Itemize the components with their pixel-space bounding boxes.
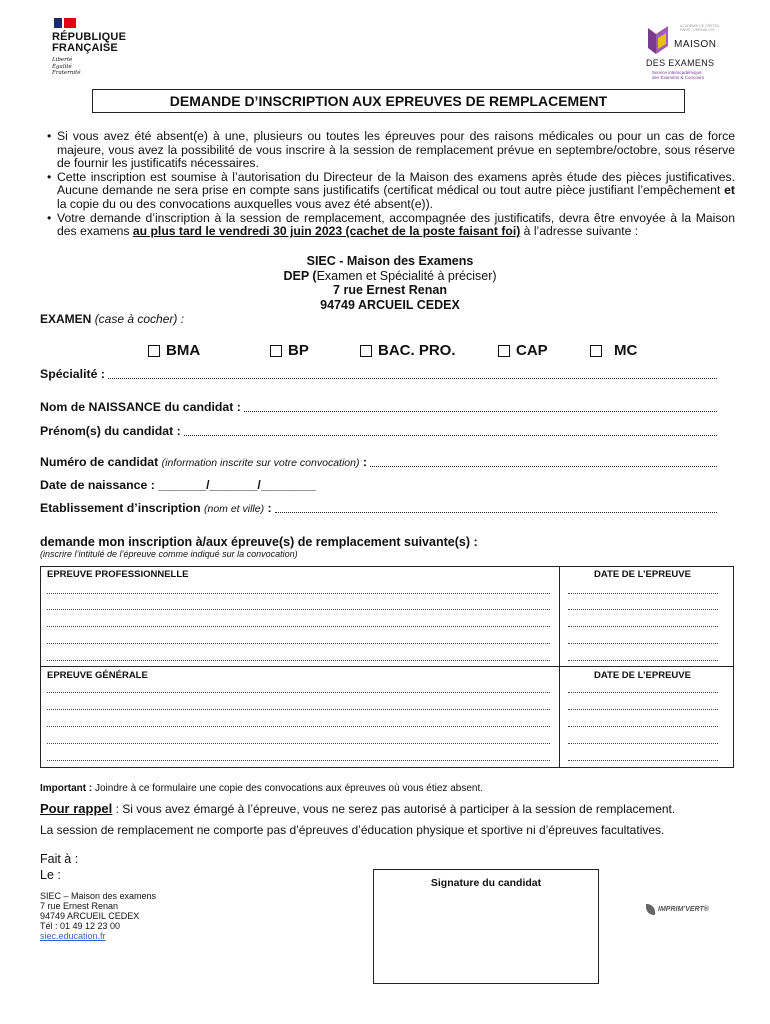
rf-motto: [52, 57, 142, 77]
mailing-address: [200, 254, 580, 312]
etablissement-field[interactable]: [40, 501, 717, 515]
nom-label: Nom de NAISSANCE du candidat :: [40, 400, 241, 414]
epreuve-pro-line[interactable]: [47, 643, 550, 644]
prenom-input-line[interactable]: [184, 425, 717, 436]
nom-field[interactable]: [40, 400, 717, 414]
me-title-line2: DES EXAMENS: [646, 58, 715, 68]
specialite-field[interactable]: [40, 367, 717, 381]
rf-name: [52, 32, 142, 54]
contact-line3: 94749 ARCUEIL CEDEX: [40, 911, 140, 921]
table-section-divider: [41, 666, 733, 667]
rf-name-line1: RÉPUBLIQUE: [52, 31, 127, 43]
nom-input-line[interactable]: [244, 401, 717, 412]
header-date-gen: DATE DE L’EPREUVE: [594, 670, 691, 681]
motto-egalite: Égalité: [52, 63, 72, 70]
address-line3: 7 rue Ernest Renan: [333, 283, 447, 297]
epreuve-pro-line[interactable]: [47, 660, 550, 661]
le-label: Le :: [40, 868, 61, 882]
epreuve-pro-line[interactable]: [47, 626, 550, 627]
epreuves-table: [40, 566, 734, 768]
prenom-label: Prénom(s) du candidat :: [40, 424, 181, 438]
checkbox-label: BAC. PRO.: [378, 342, 456, 359]
imprim-vert-text: IMPRIM’VERT®: [658, 906, 709, 913]
prenom-field[interactable]: [40, 424, 717, 438]
demande-heading: demande mon inscription à/aux épreuve(s) de remplacement suivante(s) :: [40, 535, 478, 549]
address-line1: SIEC - Maison des Examens: [306, 254, 474, 268]
rappel-label: Pour rappel: [40, 801, 113, 816]
date-naissance-label: Date de naissance : _______/_______/________: [40, 478, 316, 492]
examen-label: [40, 312, 184, 326]
session-note: La session de remplacement ne comporte pas d’épreuves d’éducation physique et sportive ni d’épreuves facultatives.: [40, 823, 665, 837]
header-date-pro: DATE DE L’EPREUVE: [594, 569, 691, 580]
epreuve-gen-line[interactable]: [47, 709, 550, 710]
deadline-text: au plus tard le vendredi 30 juin 2023 (cachet de la poste faisant foi): [132, 224, 521, 239]
motto-fraternite: Fraternité: [52, 70, 81, 76]
marianne-flag-icon: [54, 18, 142, 30]
numero-hint: (information inscrite sur votre convocation): [161, 457, 360, 469]
date-pro-line[interactable]: [568, 626, 718, 627]
fait-a-label: Fait à :: [40, 852, 79, 866]
date-naissance-field[interactable]: [40, 478, 717, 492]
checkbox-bma[interactable]: [148, 342, 200, 359]
rappel-text: : Si vous avez émargé à l’épreuve, vous ne serez pas autorisé à participer à la session de remplacement.: [112, 802, 676, 816]
checkbox-icon[interactable]: [590, 345, 602, 357]
etablissement-label-text: Etablissement d’inscription: [40, 501, 201, 515]
epreuve-gen-line[interactable]: [47, 760, 550, 761]
me-academie-text: ACADÉMIE DE CRÉTEIL PARIS - VERSAILLES: [680, 24, 720, 32]
address-line2: [200, 269, 580, 284]
important-text: Joindre à ce formulaire une copie des convocations aux épreuves où vous étiez absent.: [92, 783, 484, 794]
etablissement-label: [40, 501, 272, 515]
instruction-item: [45, 130, 735, 171]
epreuve-gen-line[interactable]: [47, 726, 550, 727]
me-title-line1: MAISON: [674, 39, 717, 50]
contact-website-link[interactable]: siec.education.fr: [40, 931, 106, 941]
important-label: Important :: [40, 783, 93, 794]
epreuve-pro-line[interactable]: [47, 593, 550, 594]
date-pro-line[interactable]: [568, 593, 718, 594]
checkbox-label: BMA: [166, 342, 201, 359]
date-gen-line[interactable]: [568, 743, 718, 744]
checkbox-cap[interactable]: [498, 342, 548, 359]
date-pro-line[interactable]: [568, 660, 718, 661]
numero-label: [40, 455, 367, 469]
numero-input-line[interactable]: [370, 456, 717, 467]
demande-subheading: (inscrire l’intitulé de l’épreuve comme indiqué sur la convocation): [40, 549, 298, 559]
form-title: DEMANDE D’INSCRIPTION AUX EPREUVES DE REMPLACEMENT: [92, 89, 685, 113]
date-gen-line[interactable]: [568, 760, 718, 761]
checkbox-label: MC: [614, 342, 638, 359]
date-gen-line[interactable]: [568, 726, 718, 727]
leaf-icon: [646, 904, 655, 915]
specialite-input-line[interactable]: [108, 368, 717, 379]
fait-le-block: [40, 851, 78, 883]
header-epreuve-professionnelle: EPREUVE PROFESSIONNELLE: [47, 569, 189, 580]
address-line2-bold: DEP (: [283, 268, 317, 283]
numero-label-text: Numéro de candidat: [40, 455, 159, 469]
epreuve-pro-line[interactable]: [47, 609, 550, 610]
date-pro-line[interactable]: [568, 609, 718, 610]
etablissement-colon: :: [267, 501, 272, 515]
numero-colon: :: [362, 455, 368, 469]
instruction-item: [45, 171, 735, 212]
contact-line2: 7 rue Ernest Renan: [40, 901, 119, 911]
checkbox-mc[interactable]: [590, 342, 637, 359]
numero-field[interactable]: [40, 455, 717, 469]
instruction-emphasis: et: [724, 183, 735, 198]
address-line2-rest: Examen et Spécialité à préciser): [316, 268, 497, 283]
etablissement-hint: (nom et ville): [204, 503, 265, 515]
checkbox-icon[interactable]: [148, 345, 160, 357]
checkbox-icon[interactable]: [270, 345, 282, 357]
signature-box[interactable]: [373, 869, 599, 984]
address-line4: 94749 ARCUEIL CEDEX: [320, 297, 460, 312]
instruction-text: à l’adresse suivante :: [520, 224, 639, 239]
specialite-label: Spécialité :: [40, 367, 105, 381]
motto-liberte: Liberté: [52, 57, 73, 63]
epreuve-gen-line[interactable]: [47, 692, 550, 693]
imprim-vert-logo: [646, 904, 709, 915]
instruction-text: la copie du ou des convocations auxquelles vous avez été absent(e)).: [57, 196, 434, 211]
date-pro-line[interactable]: [568, 643, 718, 644]
checkbox-bac-pro[interactable]: [360, 342, 456, 359]
instructions-list: [45, 130, 735, 239]
examen-label-text: EXAMEN: [40, 312, 92, 326]
important-note: [40, 783, 483, 794]
date-gen-line[interactable]: [568, 709, 718, 710]
examen-hint: (case à cocher) :: [94, 312, 185, 326]
instruction-text: Cette inscription est soumise à l’autorisation du Directeur de la Maison des examens après étude des pièces justificatives. Aucune demande ne sera prise en compte sans justificatifs (certificat médical ou tout autre pièce justifiant l’empêchement: [57, 169, 735, 198]
rappel-note: [40, 801, 675, 816]
checkbox-bp[interactable]: [270, 342, 309, 359]
checkbox-label: BP: [288, 342, 309, 359]
instruction-text: Votre demande d’inscription à la session de remplacement, accompagnée des justificatifs, devra être envoyée à la Maison des examens: [57, 210, 735, 239]
signature-label: Signature du candidat: [430, 877, 542, 889]
me-subtitle-line2: des Examens & Concours: [652, 75, 705, 80]
contact-block: [40, 891, 156, 941]
etablissement-input-line[interactable]: [275, 502, 717, 513]
maison-des-examens-logo-icon: [644, 24, 674, 56]
checkbox-label: CAP: [516, 342, 548, 359]
me-subtitle: [652, 70, 704, 80]
contact-phone: Tél : 01 49 12 23 00: [40, 921, 121, 931]
epreuve-gen-line[interactable]: [47, 743, 550, 744]
republique-francaise-logo: [52, 18, 142, 77]
instruction-item: [45, 212, 735, 239]
contact-line1: SIEC – Maison des examens: [40, 891, 157, 901]
checkbox-icon[interactable]: [360, 345, 372, 357]
rf-name-line2: FRANÇAISE: [52, 42, 118, 54]
date-gen-line[interactable]: [568, 692, 718, 693]
header-epreuve-generale: EPREUVE GÉNÉRALE: [47, 670, 148, 681]
table-column-divider: [559, 567, 560, 767]
instruction-text: Si vous avez été absent(e) à une, plusieurs ou toutes les épreuves pour des raisons médicales ou pour un cas de force majeure, vous avez la possibilité de vous inscrire à la session de remplacement prévue en septembre/octobre, sous réserve de fournir les justificatifs nécessaires.: [57, 129, 735, 171]
checkbox-icon[interactable]: [498, 345, 510, 357]
me-subtitle-line1: Service interacadémique: [652, 70, 702, 75]
